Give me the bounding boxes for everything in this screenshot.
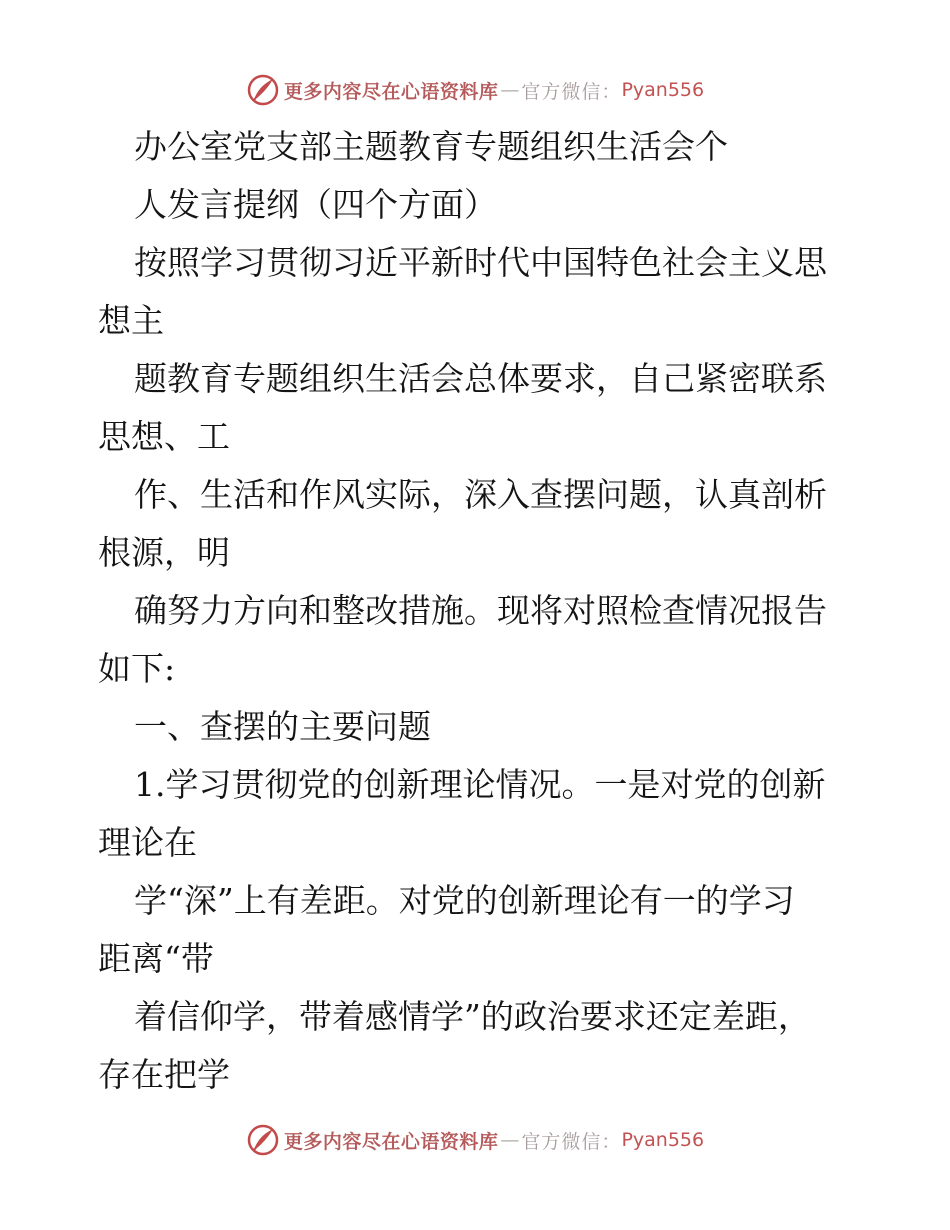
paragraph-line: 理论在 — [98, 823, 197, 862]
paragraph-line: 根源，明 — [98, 533, 230, 572]
paragraph-line: 距离“带 — [98, 939, 214, 978]
watermark-wechat-label: 官方微信： — [521, 80, 622, 103]
paragraph-line: 作、生活和作风实际，深入查摆问题，认真剖析 — [134, 475, 827, 514]
paragraph-line: 着信仰学，带着感情学”的政治要求还定差距， — [134, 997, 811, 1036]
quill-logo-icon — [246, 1123, 280, 1157]
watermark-site-text: 更多内容尽在心语资料库 — [283, 80, 499, 103]
paragraph-line: 题教育专题组织生活会总体要求，自己紧密联系 — [134, 359, 827, 398]
document-body — [98, 118, 858, 1104]
title-line-2: 人发言提纲（四个方面） — [134, 185, 497, 224]
paragraph-line: 1.学习贯彻党的创新理论情况。一是对党的创新 — [134, 765, 826, 804]
section-heading: 一、查摆的主要问题 — [134, 707, 431, 746]
paragraph-line: 确努力方向和整改措施。现将对照检查情况报告 — [134, 591, 827, 630]
paragraph-line: 存在把学 — [98, 1055, 230, 1094]
paragraph-line: 思想、工 — [98, 417, 230, 456]
paragraph-line: 如下: — [98, 649, 176, 688]
paragraph-line: 学“深”上有差距。对党的创新理论有一的学习 — [134, 881, 795, 920]
quill-logo-icon — [246, 73, 280, 107]
watermark-wechat-id: Pyan556 — [621, 1129, 705, 1151]
paragraph-line: 按照学习贯彻习近平新时代中国特色社会主义思 — [134, 243, 827, 282]
watermark-separator: — — [500, 1129, 520, 1151]
paragraph-line: 想主 — [98, 301, 164, 340]
watermark-site-text: 更多内容尽在心语资料库 — [283, 1130, 499, 1153]
watermark-header — [0, 70, 950, 110]
watermark-footer — [0, 1120, 950, 1160]
watermark-wechat-label: 官方微信： — [521, 1130, 622, 1153]
watermark-wechat-id: Pyan556 — [621, 79, 705, 101]
watermark-separator: — — [500, 79, 520, 101]
title-line-1: 办公室党支部主题教育专题组织生活会个 — [134, 127, 728, 166]
